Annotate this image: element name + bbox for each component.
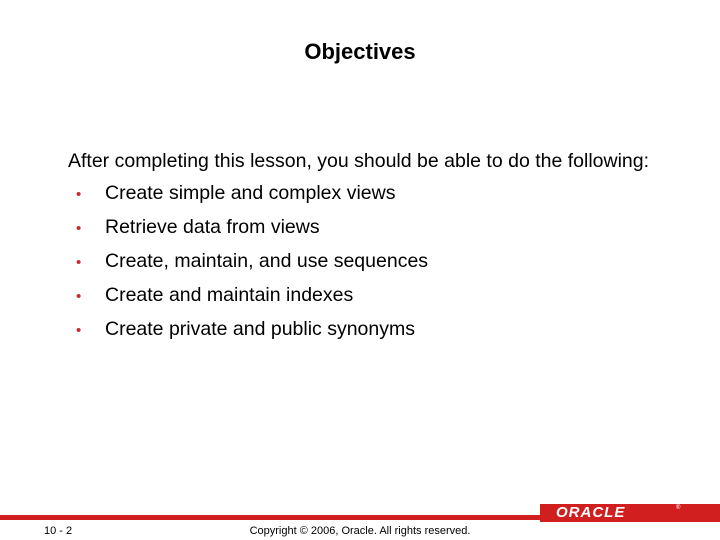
list-item-text: Create and maintain indexes xyxy=(105,284,354,306)
bullet-icon: • xyxy=(76,186,82,203)
oracle-logo xyxy=(540,504,720,522)
footer-bar xyxy=(0,504,720,522)
footer-divider xyxy=(0,515,540,520)
list-item-text: Create private and public synonyms xyxy=(105,318,415,340)
oracle-logo-text: ORACLE xyxy=(556,504,626,521)
list-item xyxy=(76,177,668,211)
copyright-notice: Copyright © 2006, Oracle. All rights reserved. xyxy=(249,525,471,537)
objectives-list xyxy=(68,177,668,347)
bullet-icon: • xyxy=(76,254,82,271)
slide-content xyxy=(68,146,668,347)
list-item-text: Create, maintain, and use sequences xyxy=(105,250,429,272)
list-item xyxy=(76,245,668,279)
bullet-icon: • xyxy=(76,322,82,339)
bullet-icon: • xyxy=(76,288,82,305)
list-item xyxy=(76,211,668,245)
bullet-icon: • xyxy=(76,220,82,237)
slide-title: Objectives xyxy=(304,39,416,64)
list-item xyxy=(76,313,668,347)
trademark-icon: ® xyxy=(676,505,681,511)
page-number: 10 - 2 xyxy=(44,525,73,537)
list-item-text: Create simple and complex views xyxy=(105,182,396,204)
intro-text: After completing this lesson, you should be able to do the following: xyxy=(68,150,650,172)
list-item xyxy=(76,279,668,313)
list-item-text: Retrieve data from views xyxy=(105,216,320,238)
